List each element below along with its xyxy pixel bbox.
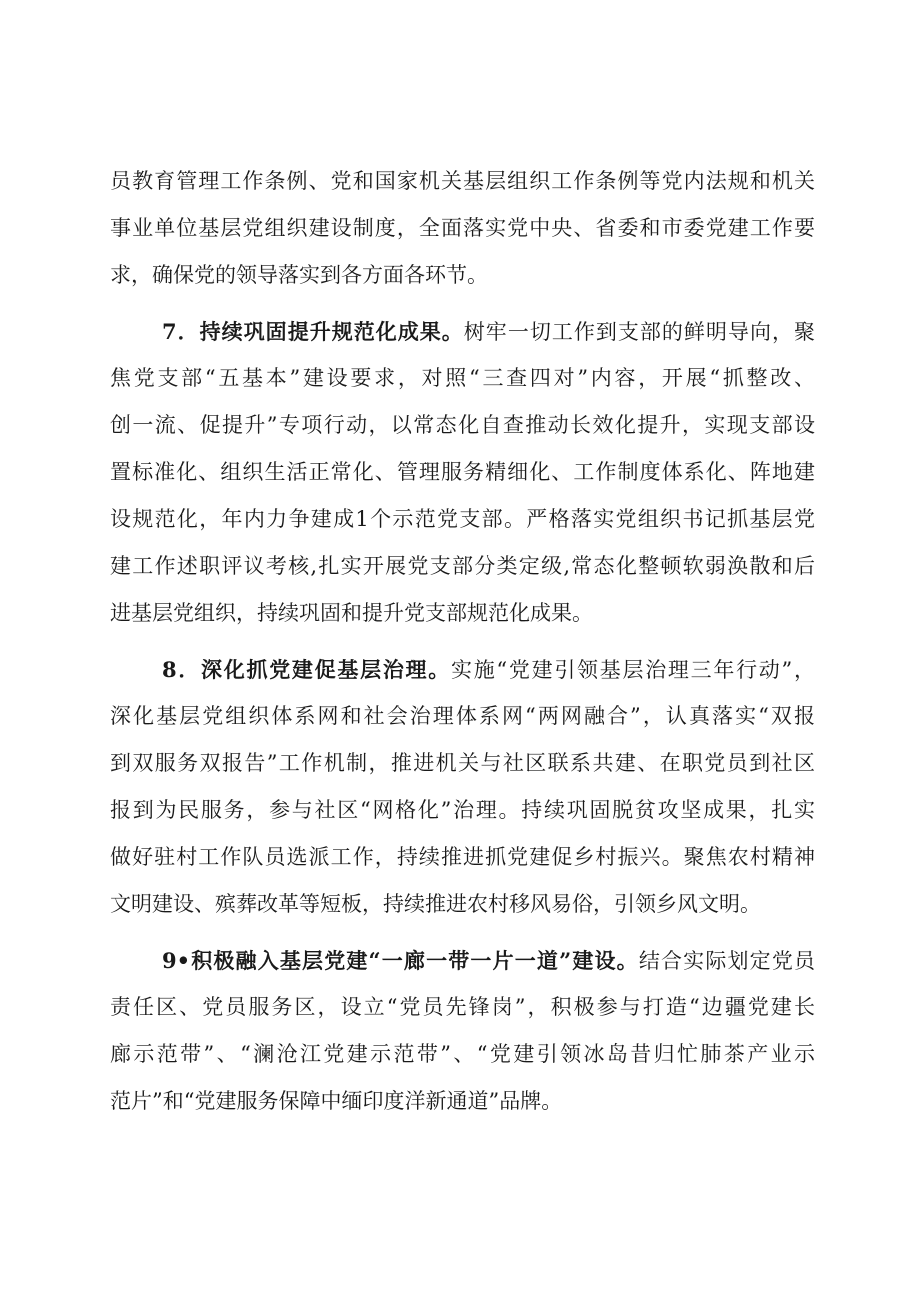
- text-line: [110, 646, 815, 693]
- item-heading: 8．深化抓党建促基层治理。: [162, 657, 451, 682]
- item-heading: 9•积极融入基层党建“一廊一带一片一道”建设。: [162, 948, 639, 973]
- paragraph-item-7: [110, 308, 815, 637]
- text-line: [110, 308, 815, 355]
- text-line: 责任区、党员服务区，设立“党员先锋岗”，积极参与打造“边疆党建长: [110, 995, 815, 1019]
- text-line: 建工作述职评议考核,扎实开展党支部分类定级,常态化整顿软弱涣散和后: [110, 554, 815, 578]
- text-line: 设规范化，年内力争建成1个示范党支部。严格落实党组织书记抓基层党: [110, 507, 815, 531]
- text-line: 廊示范带”、“澜沧江党建示范带”、“党建引领冰岛昔归忙肺茶产业示: [110, 1042, 815, 1066]
- text-line: 员教育管理工作条例、党和国家机关基层组织工作条例等党内法规和机关: [110, 169, 815, 193]
- paragraph-item-8: [110, 646, 815, 928]
- text-line: 报到为民服务，参与社区“网格化”治理。持续巩固脱贫攻坚成果，扎实: [110, 798, 815, 822]
- text-line: 置标准化、组织生活正常化、管理服务精细化、工作制度体系化、阵地建: [110, 460, 815, 484]
- paragraph-item-9: [110, 937, 815, 1125]
- text-line: 做好驻村工作队员选派工作，持续推进抓党建促乡村振兴。聚焦农村精神: [110, 845, 815, 869]
- text-line: 到双服务双报告”工作机制，推进机关与社区联系共建、在职党员到社区: [110, 751, 815, 775]
- paragraph-regulations: [110, 158, 815, 299]
- text-line: 求，确保党的领导落实到各方面各环节。: [110, 263, 488, 287]
- text-line: 焦党支部“五基本”建设要求，对照“三查四对”内容，开展“抓整改、: [110, 366, 815, 390]
- document-page: [110, 158, 815, 1125]
- text-line: 事业单位基层党组织建设制度，全面落实党中央、省委和市委党建工作要: [110, 216, 815, 240]
- item-text: 树牢一切工作到支部的鲜明导向，聚: [463, 320, 815, 344]
- item-text: 结合实际划定党员: [638, 949, 815, 973]
- item-text: 实施“党建引领基层治理三年行动”，: [450, 658, 815, 682]
- text-line: 深化基层党组织体系网和社会治理体系网“两网融合”，认真落实“双报: [110, 704, 815, 728]
- text-line: 创一流、促提升”专项行动，以常态化自查推动长效化提升，实现支部设: [110, 413, 815, 437]
- text-line: 范片”和“党建服务保障中缅印度洋新通道”品牌。: [110, 1089, 563, 1113]
- text-line: 文明建设、殡葬改革等短板，持续推进农村移风易俗，引领乡风文明。: [110, 892, 761, 916]
- text-line: 进基层党组织，持续巩固和提升党支部规范化成果。: [110, 601, 593, 625]
- item-heading: 7．持续巩固提升规范化成果。: [162, 319, 464, 344]
- text-line: [110, 937, 815, 984]
